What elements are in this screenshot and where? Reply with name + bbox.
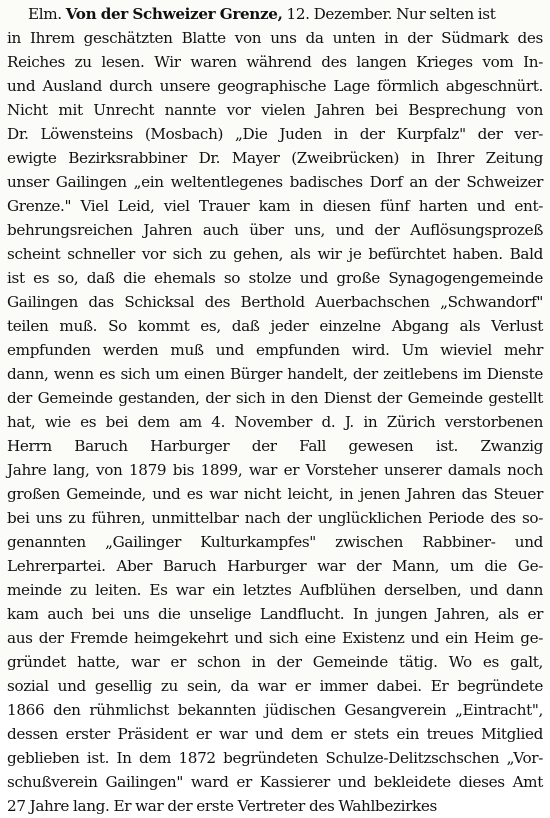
article-text-line: aus der Fremde heimgekehrt und sich eine Existenz und ein Heim ge- (7, 629, 543, 647)
article-place: Elm. (28, 5, 62, 23)
article-text-line: der Gemeinde gestanden, der sich in den Dienst der Gemeinde gestellt (7, 389, 543, 407)
article-text-line: behrungsreichen Jahren auch über uns, und der Auflösungsprozeß (7, 221, 543, 239)
article-text-line: gründet hatte, war er schon in der Gemeinde tätig. Wo es galt, (7, 653, 543, 671)
article-text-line: unser Gailingen „ein weltentlegenes badisches Dorf an der Schweizer (7, 173, 543, 191)
article-text-line: Gailingen das Schicksal des Berthold Auerbachschen „Schwandorf" (7, 293, 543, 311)
article-text-line: Jahre lang, von 1879 bis 1899, war er Vorsteher unserer damals noch (7, 461, 543, 479)
article-heading-line (7, 2, 543, 26)
article-text-line: Grenze." Viel Leid, viel Trauer kam in diesen fünf harten und ent- (7, 197, 543, 215)
article-text-line: Nicht mit Unrecht nannte vor vielen Jahren bei Besprechung von (7, 101, 543, 119)
article-text-line: großen Gemeinde, und es war nicht leicht, in jenen Jahren das Steuer (7, 485, 543, 503)
article-text-line: meinde zu leiten. Es war ein letztes Aufblühen derselben, und dann (7, 581, 543, 599)
article-body (7, 26, 543, 818)
article-text-line: ewigte Bezirksrabbiner Dr. Mayer (Zweibrücken) in Ihrer Zeitung (7, 149, 543, 167)
article-text-line: in Ihrem geschätzten Blatte von uns da unten in der Südmark des (7, 29, 543, 47)
article-text-line: teilen muß. So kommt es, daß jeder einzelne Abgang als Verlust (7, 317, 543, 335)
article-text-line: ist es so, daß die ehemals so stolze und große Synagogengemeinde (7, 269, 543, 287)
article-column (7, 2, 543, 818)
article-text-line: sozial und gesellig zu sein, da war er immer dabei. Er begründete (7, 677, 543, 695)
article-text-line: dann, wenn es sich um einen Bürger handelt, der zeitlebens im Dienste (7, 365, 543, 383)
article-text-line: Lehrerpartei. Aber Baruch Harburger war der Mann, um die Ge- (7, 557, 543, 575)
article-text-line: Dr. Löwensteins (Mosbach) „Die Juden in der Kurpfalz" der ver- (7, 125, 543, 143)
article-headline: Von der Schweizer Grenze, (65, 5, 283, 23)
article-text-line: 1866 den rühmlichst bekannten jüdischen Gesangverein „Eintracht", (7, 701, 543, 719)
article-text-line: genannten „Gailinger Kulturkampfes" zwischen Rabbiner- und (7, 533, 543, 551)
article-text-line: Herrn Baruch Harburger der Fall gewesen ist. Zwanzig (7, 437, 543, 455)
article-text-line: und Ausland durch unsere geographische Lage förmlich abgeschnürt. (7, 77, 543, 95)
article-text-line: empfunden werden muß und empfunden wird. Um wieviel mehr (7, 341, 543, 359)
article-date-rest: 12. Dezember. Nur selten ist (282, 5, 496, 23)
article-text-line: 27 Jahre lang. Er war der erste Vertreter des Wahlbezirkes (7, 797, 437, 815)
article-text-line: kam auch bei uns die unselige Landflucht. In jungen Jahren, als er (7, 605, 543, 623)
article-text-line: hat, wie es bei dem am 4. November d. J. in Zürich verstorbenen (7, 413, 543, 431)
article-text-line: schußverein Gailingen" ward er Kassierer und bekleidete dieses Amt (7, 773, 543, 791)
article-text-line: scheint schneller vor sich zu gehen, als wir je befürchtet haben. Bald (7, 245, 543, 263)
article-text-line: dessen erster Präsident er war und dem er stets ein treues Mitglied (7, 725, 543, 743)
article-text-line: Reiches zu lesen. Wir waren während des langen Krieges vom In- (7, 53, 543, 71)
article-text-line: geblieben ist. In dem 1872 begründeten Schulze-Delitzschschen „Vor- (7, 749, 543, 767)
article-text-line: bei uns zu führen, unmittelbar nach der unglücklichen Periode des so- (7, 509, 543, 527)
